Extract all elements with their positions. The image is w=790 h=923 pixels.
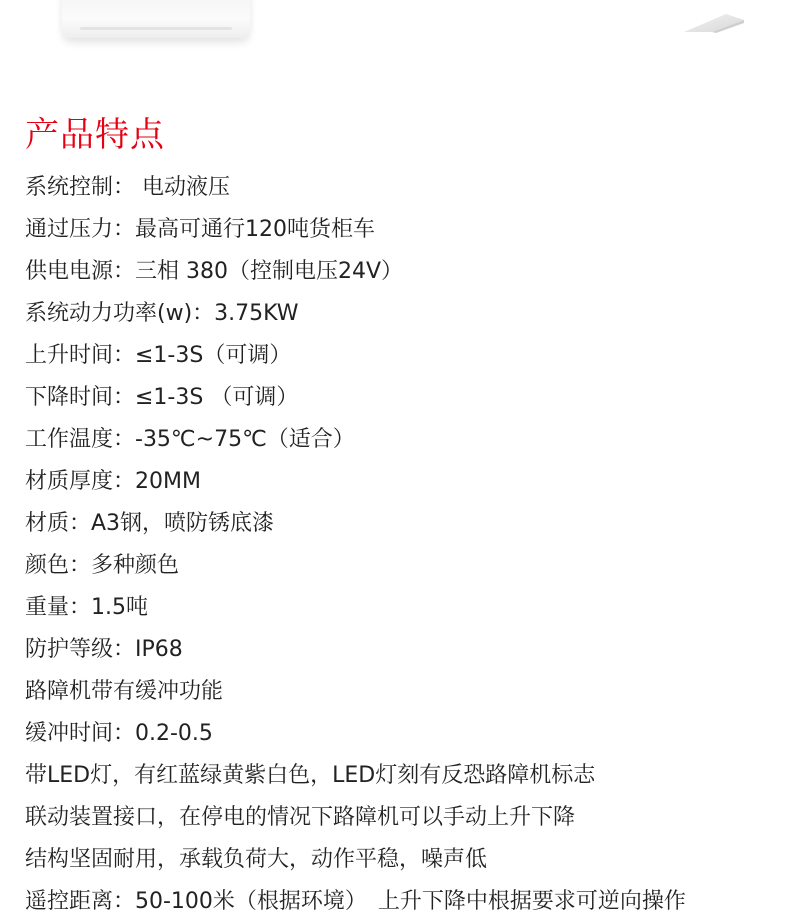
spec-pass-pressure: 通过压力：最高可通行120吨货柜车 <box>25 217 375 242</box>
spec-structure: 结构坚固耐用，承载负荷大，动作平稳，噪声低 <box>25 847 488 872</box>
spec-work-temperature: 工作温度：-35℃~75℃（适合） <box>25 427 355 452</box>
spec-led-light: 带LED灯，有红蓝绿黄紫白色，LED灯刻有反恐路障机标志 <box>25 763 596 788</box>
spec-material-thickness: 材质厚度：20MM <box>25 469 201 494</box>
spec-buffer-function: 路障机带有缓冲功能 <box>25 679 224 704</box>
spec-remote-distance: 遥控距离：50-100米（根据环境） 上升下降中根据要求可逆向操作 <box>25 889 686 914</box>
product-image-left <box>62 0 250 38</box>
spec-material: 材质：A3钢，喷防锈底漆 <box>25 511 275 536</box>
spec-control-system: 系统控制： 电动液压 <box>25 175 230 200</box>
spec-rise-time: 上升时间：≤1-3S（可调） <box>25 343 292 368</box>
spec-fall-time: 下降时间：≤1-3S （可调） <box>25 385 299 410</box>
product-image-right <box>682 12 746 34</box>
spec-power-supply: 供电电源：三相 380（控制电压24V） <box>25 259 404 284</box>
spec-linkage-interface: 联动装置接口，在停电的情况下路障机可以手动上升下降 <box>25 805 576 830</box>
spec-color: 颜色：多种颜色 <box>25 553 180 578</box>
page-title: 产品特点 <box>25 115 165 155</box>
spec-protection-level: 防护等级：IP68 <box>25 637 183 662</box>
spec-weight: 重量：1.5吨 <box>25 595 148 620</box>
spec-system-power: 系统动力功率(w)：3.75KW <box>25 301 299 326</box>
spec-buffer-time: 缓冲时间：0.2-0.5 <box>25 721 213 746</box>
spec-list <box>25 167 686 923</box>
